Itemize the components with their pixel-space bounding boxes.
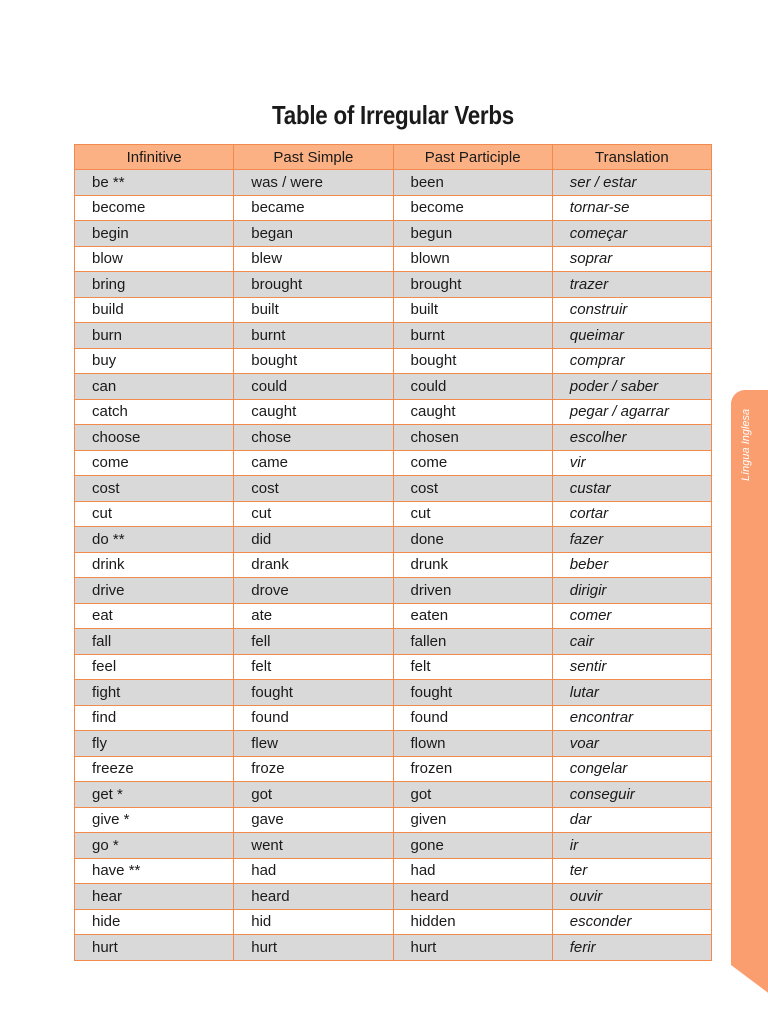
table-row [75, 807, 712, 833]
translation-cell: ir [552, 833, 711, 859]
past-simple-cell: caught [234, 399, 393, 425]
infinitive-cell: hear [75, 884, 234, 910]
table-row [75, 935, 712, 961]
column-header-past-participle: Past Participle [393, 145, 552, 170]
table-row [75, 552, 712, 578]
translation-cell: dar [552, 807, 711, 833]
past-participle-cell: burnt [393, 323, 552, 349]
table-row [75, 348, 712, 374]
past-participle-cell: found [393, 705, 552, 731]
table-row [75, 527, 712, 553]
translation-cell: começar [552, 221, 711, 247]
past-simple-cell: flew [234, 731, 393, 757]
past-simple-cell: fell [234, 629, 393, 655]
table-row [75, 323, 712, 349]
translation-cell: construir [552, 297, 711, 323]
past-participle-cell: drunk [393, 552, 552, 578]
past-simple-cell: hurt [234, 935, 393, 961]
infinitive-cell: get * [75, 782, 234, 808]
table-row [75, 858, 712, 884]
infinitive-cell: give * [75, 807, 234, 833]
past-participle-cell: chosen [393, 425, 552, 451]
infinitive-cell: freeze [75, 756, 234, 782]
translation-cell: ser / estar [552, 170, 711, 196]
table-row [75, 297, 712, 323]
table-row [75, 170, 712, 196]
past-participle-cell: become [393, 195, 552, 221]
past-simple-cell: gave [234, 807, 393, 833]
translation-cell: dirigir [552, 578, 711, 604]
past-participle-cell: had [393, 858, 552, 884]
table-row [75, 578, 712, 604]
infinitive-cell: fall [75, 629, 234, 655]
past-participle-cell: eaten [393, 603, 552, 629]
page-title: Table of Irregular Verbs [272, 100, 514, 130]
table-row [75, 833, 712, 859]
past-simple-cell: heard [234, 884, 393, 910]
infinitive-cell: buy [75, 348, 234, 374]
past-simple-cell: cost [234, 476, 393, 502]
table-row [75, 629, 712, 655]
past-simple-cell: drove [234, 578, 393, 604]
infinitive-cell: be ** [75, 170, 234, 196]
past-simple-cell: had [234, 858, 393, 884]
past-simple-cell: ate [234, 603, 393, 629]
translation-cell: ferir [552, 935, 711, 961]
table-row [75, 272, 712, 298]
past-simple-cell: went [234, 833, 393, 859]
translation-cell: pegar / agarrar [552, 399, 711, 425]
infinitive-cell: cut [75, 501, 234, 527]
table-row [75, 731, 712, 757]
past-participle-cell: driven [393, 578, 552, 604]
translation-cell: conseguir [552, 782, 711, 808]
infinitive-cell: can [75, 374, 234, 400]
translation-cell: ter [552, 858, 711, 884]
past-participle-cell: come [393, 450, 552, 476]
past-simple-cell: burnt [234, 323, 393, 349]
table-row [75, 374, 712, 400]
past-participle-cell: built [393, 297, 552, 323]
infinitive-cell: go * [75, 833, 234, 859]
past-participle-cell: frozen [393, 756, 552, 782]
past-participle-cell: hidden [393, 909, 552, 935]
past-simple-cell: felt [234, 654, 393, 680]
translation-cell: queimar [552, 323, 711, 349]
table-row [75, 909, 712, 935]
past-simple-cell: blew [234, 246, 393, 272]
infinitive-cell: begin [75, 221, 234, 247]
table-header-row [75, 145, 712, 170]
side-tab-corner [731, 965, 768, 995]
translation-cell: comer [552, 603, 711, 629]
infinitive-cell: do ** [75, 527, 234, 553]
translation-cell: lutar [552, 680, 711, 706]
past-participle-cell: blown [393, 246, 552, 272]
translation-cell: congelar [552, 756, 711, 782]
infinitive-cell: hurt [75, 935, 234, 961]
past-participle-cell: got [393, 782, 552, 808]
table-row [75, 782, 712, 808]
infinitive-cell: find [75, 705, 234, 731]
translation-cell: voar [552, 731, 711, 757]
column-header-translation: Translation [552, 145, 711, 170]
past-participle-cell: caught [393, 399, 552, 425]
past-participle-cell: begun [393, 221, 552, 247]
table-row [75, 195, 712, 221]
translation-cell: encontrar [552, 705, 711, 731]
translation-cell: sentir [552, 654, 711, 680]
table-row [75, 884, 712, 910]
infinitive-cell: fight [75, 680, 234, 706]
translation-cell: soprar [552, 246, 711, 272]
table-row [75, 425, 712, 451]
past-participle-cell: fallen [393, 629, 552, 655]
table-body [75, 170, 712, 961]
translation-cell: comprar [552, 348, 711, 374]
side-tab-label: Língua Inglesa [740, 408, 752, 482]
past-simple-cell: drank [234, 552, 393, 578]
past-participle-cell: heard [393, 884, 552, 910]
past-simple-cell: hid [234, 909, 393, 935]
translation-cell: fazer [552, 527, 711, 553]
past-simple-cell: built [234, 297, 393, 323]
translation-cell: cair [552, 629, 711, 655]
translation-cell: vir [552, 450, 711, 476]
translation-cell: poder / saber [552, 374, 711, 400]
past-simple-cell: found [234, 705, 393, 731]
translation-cell: tornar-se [552, 195, 711, 221]
table-row [75, 756, 712, 782]
translation-cell: esconder [552, 909, 711, 935]
infinitive-cell: have ** [75, 858, 234, 884]
infinitive-cell: cost [75, 476, 234, 502]
past-participle-cell: brought [393, 272, 552, 298]
infinitive-cell: drive [75, 578, 234, 604]
past-participle-cell: hurt [393, 935, 552, 961]
past-simple-cell: could [234, 374, 393, 400]
column-header-past-simple: Past Simple [234, 145, 393, 170]
translation-cell: custar [552, 476, 711, 502]
table-row [75, 221, 712, 247]
translation-cell: cortar [552, 501, 711, 527]
past-simple-cell: got [234, 782, 393, 808]
translation-cell: beber [552, 552, 711, 578]
infinitive-cell: feel [75, 654, 234, 680]
infinitive-cell: become [75, 195, 234, 221]
translation-cell: ouvir [552, 884, 711, 910]
past-simple-cell: came [234, 450, 393, 476]
past-participle-cell: cut [393, 501, 552, 527]
infinitive-cell: choose [75, 425, 234, 451]
past-simple-cell: chose [234, 425, 393, 451]
past-participle-cell: done [393, 527, 552, 553]
table-row [75, 603, 712, 629]
past-simple-cell: was / were [234, 170, 393, 196]
infinitive-cell: bring [75, 272, 234, 298]
table-row [75, 476, 712, 502]
infinitive-cell: blow [75, 246, 234, 272]
past-simple-cell: fought [234, 680, 393, 706]
past-simple-cell: froze [234, 756, 393, 782]
infinitive-cell: eat [75, 603, 234, 629]
irregular-verbs-table [74, 144, 712, 961]
past-participle-cell: gone [393, 833, 552, 859]
past-simple-cell: brought [234, 272, 393, 298]
past-participle-cell: been [393, 170, 552, 196]
past-participle-cell: felt [393, 654, 552, 680]
table-row [75, 450, 712, 476]
table-row [75, 705, 712, 731]
infinitive-cell: come [75, 450, 234, 476]
column-header-infinitive: Infinitive [75, 145, 234, 170]
past-simple-cell: became [234, 195, 393, 221]
past-participle-cell: given [393, 807, 552, 833]
translation-cell: escolher [552, 425, 711, 451]
past-participle-cell: fought [393, 680, 552, 706]
table-row [75, 680, 712, 706]
past-participle-cell: bought [393, 348, 552, 374]
table-row [75, 246, 712, 272]
infinitive-cell: build [75, 297, 234, 323]
infinitive-cell: fly [75, 731, 234, 757]
past-simple-cell: began [234, 221, 393, 247]
table-row [75, 501, 712, 527]
translation-cell: trazer [552, 272, 711, 298]
past-simple-cell: bought [234, 348, 393, 374]
infinitive-cell: drink [75, 552, 234, 578]
past-participle-cell: could [393, 374, 552, 400]
infinitive-cell: burn [75, 323, 234, 349]
infinitive-cell: hide [75, 909, 234, 935]
past-participle-cell: cost [393, 476, 552, 502]
past-participle-cell: flown [393, 731, 552, 757]
infinitive-cell: catch [75, 399, 234, 425]
table-row [75, 654, 712, 680]
past-simple-cell: did [234, 527, 393, 553]
table-row [75, 399, 712, 425]
past-simple-cell: cut [234, 501, 393, 527]
